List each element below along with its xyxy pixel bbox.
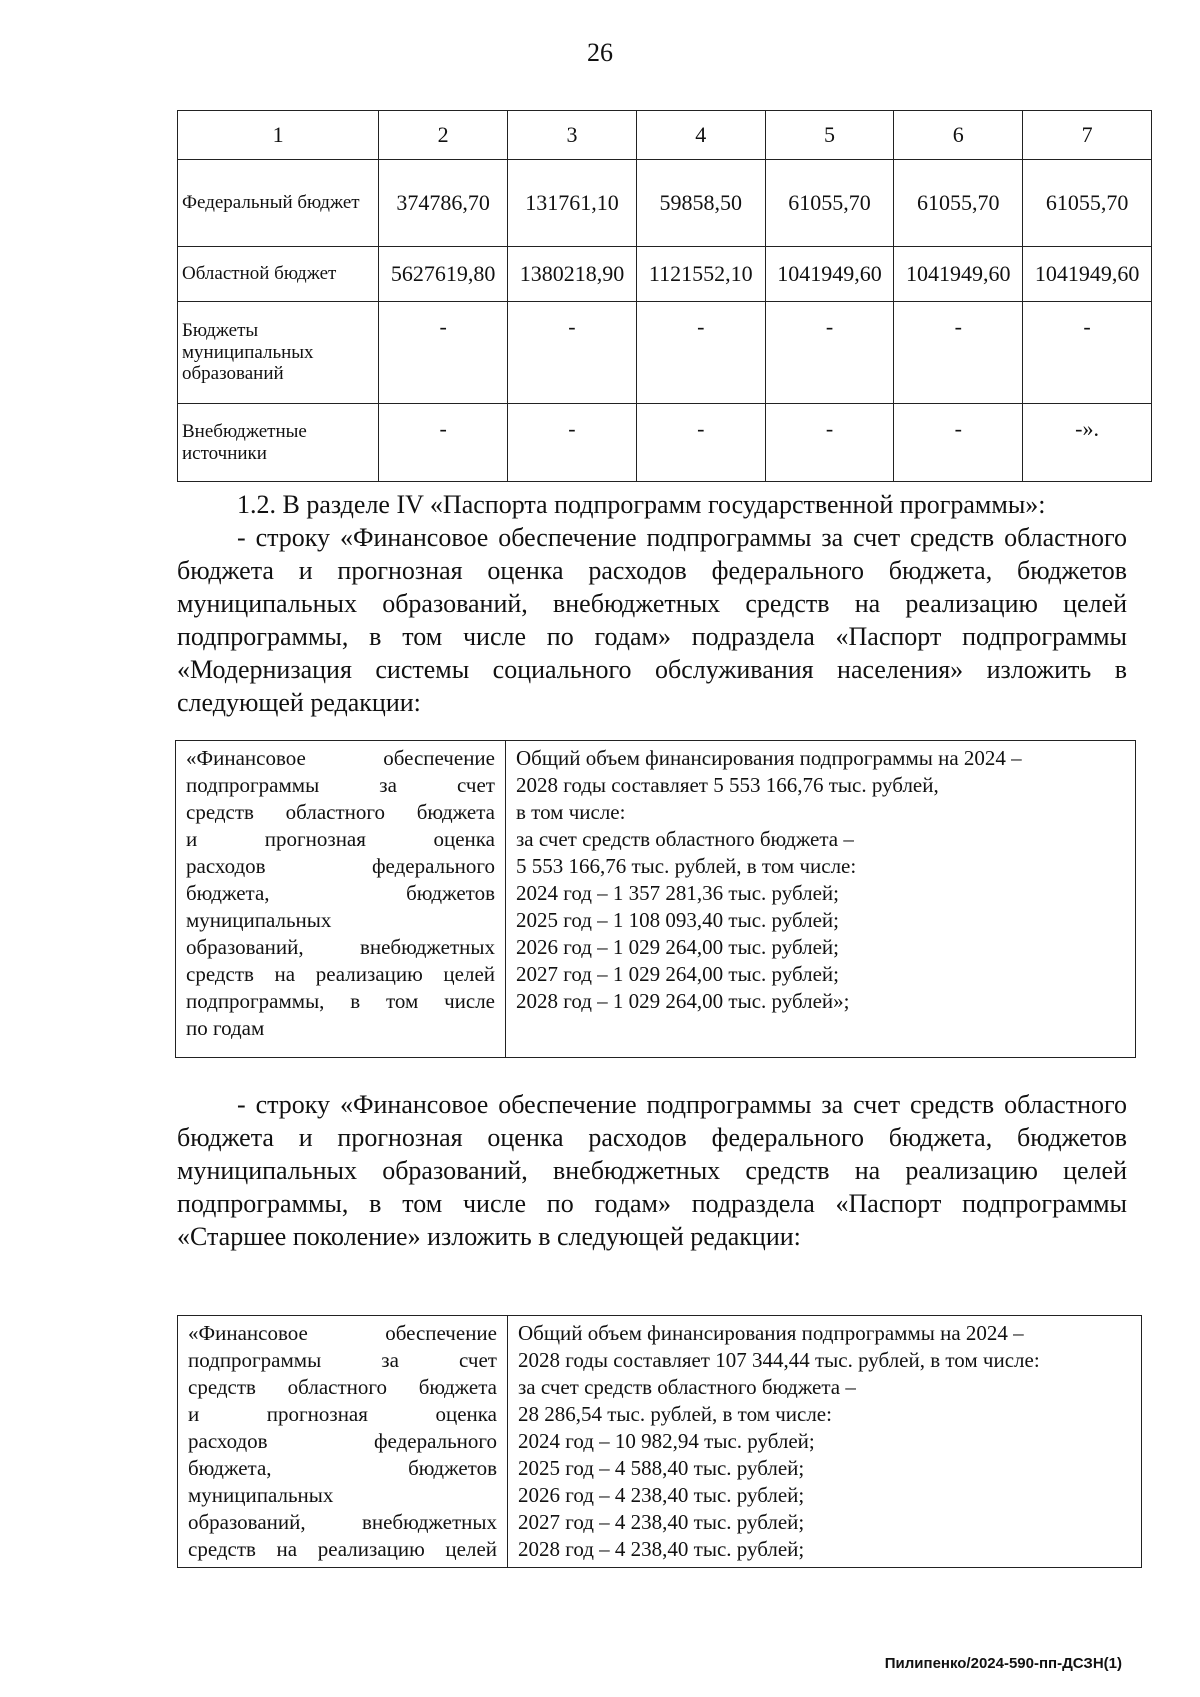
passport-2-label-line: средств областного бюджета	[188, 1375, 497, 1399]
table-cell: -	[508, 302, 637, 404]
passport-2-label-line: расходов федерального	[188, 1429, 497, 1453]
table-cell: -	[636, 302, 765, 404]
row-label: Федеральный бюджет	[178, 160, 379, 247]
passport-2-label-line: средств на реализацию целей	[188, 1537, 497, 1561]
table-cell: 1041949,60	[1023, 247, 1152, 302]
table-row	[178, 302, 1152, 404]
table-row	[178, 160, 1152, 247]
passport-2-value-line: 2025 год – 4 588,40 тыс. рублей;	[518, 1456, 805, 1480]
table-cell: 61055,70	[1023, 160, 1152, 247]
column-header: 1	[178, 111, 379, 160]
table-row	[176, 741, 1136, 1058]
column-header: 2	[379, 111, 508, 160]
document-footer-id: Пилипенко/2024-590-пп-ДСЗН(1)	[884, 1655, 1122, 1672]
table-cell: -	[379, 302, 508, 404]
table-cell: -	[508, 404, 637, 482]
table-cell: -	[636, 404, 765, 482]
passport-2-value-line: 2026 год – 4 238,40 тыс. рублей;	[518, 1483, 805, 1507]
paragraph-1: - строку «Финансовое обеспечение подпрограммы за счет средств областного бюджета и прогнозная оценка расходов федерального бюджета, бюджетов муниципальных образований, внебюджетных средств на реализацию целей подпрограммы, в том числе по годам» подраздела «Паспорт подпрограммы «Модернизация системы социального обслуживания населения» изложить в следующей редакции:	[177, 523, 1127, 717]
passport-1-label-line: по годам	[186, 1016, 265, 1040]
table-row	[178, 1316, 1142, 1568]
column-header: 5	[765, 111, 894, 160]
passport-1-label-line: средств на реализацию целей	[186, 962, 495, 986]
finance-table	[177, 110, 1152, 482]
passport-1-value-line: 5 553 166,76 тыс. рублей, в том числе:	[516, 854, 857, 878]
row-label: Областной бюджет	[178, 247, 379, 302]
passport-2-value-line: 2028 годы составляет 107 344,44 тыс. рублей, в том числе:	[518, 1348, 1040, 1372]
table-cell: 61055,70	[894, 160, 1023, 247]
section-text-1	[177, 488, 1127, 719]
row-label: Бюджеты муниципальных образований	[178, 302, 379, 404]
table-cell: 1041949,60	[894, 247, 1023, 302]
passport-2-value-line: 28 286,54 тыс. рублей, в том числе:	[518, 1402, 832, 1426]
passport-2-value-line: за счет средств областного бюджета –	[518, 1375, 856, 1399]
passport-1-label-line: подпрограммы за счет	[186, 773, 495, 797]
passport-2-value-line: 2024 год – 10 982,94 тыс. рублей;	[518, 1429, 815, 1453]
section-text-2	[177, 1088, 1127, 1253]
passport-1-value-line: 2027 год – 1 029 264,00 тыс. рублей;	[516, 962, 840, 986]
passport-table-2	[177, 1315, 1142, 1568]
passport-2-value-line: 2027 год – 4 238,40 тыс. рублей;	[518, 1510, 805, 1534]
table-cell: 131761,10	[508, 160, 637, 247]
table-cell: 1380218,90	[508, 247, 637, 302]
passport-1-label-line: муниципальных	[186, 908, 332, 932]
passport-1-label-line: бюджета, бюджетов	[186, 881, 495, 905]
passport-1-value-line: 2025 год – 1 108 093,40 тыс. рублей;	[516, 908, 840, 932]
table-row	[178, 404, 1152, 482]
passport-2-value-cell	[508, 1316, 1142, 1568]
table-cell: -	[894, 404, 1023, 482]
passport-2-label-line: образований, внебюджетных	[188, 1510, 497, 1534]
table-cell: 1041949,60	[765, 247, 894, 302]
table-cell: -	[1023, 302, 1152, 404]
column-header: 4	[636, 111, 765, 160]
column-header: 3	[508, 111, 637, 160]
passport-2-label-line: «Финансовое обеспечение	[188, 1321, 497, 1345]
passport-2-label-line: подпрограммы за счет	[188, 1348, 497, 1372]
passport-1-value-cell	[506, 741, 1136, 1058]
table-cell: -	[765, 404, 894, 482]
column-header: 6	[894, 111, 1023, 160]
passport-2-label-line: и прогнозная оценка	[188, 1402, 497, 1426]
table-cell: 374786,70	[379, 160, 508, 247]
table-header-row	[178, 111, 1152, 160]
table-row	[178, 247, 1152, 302]
passport-2-label-cell	[178, 1316, 508, 1568]
table-cell: 59858,50	[636, 160, 765, 247]
passport-2-value-line: 2028 год – 4 238,40 тыс. рублей;	[518, 1537, 805, 1561]
passport-1-value-line: 2028 годы составляет 5 553 166,76 тыс. рублей,	[516, 773, 939, 797]
passport-1-label-line: образований, внебюджетных	[186, 935, 495, 959]
passport-table-1	[175, 740, 1136, 1058]
passport-1-value-line: 2024 год – 1 357 281,36 тыс. рублей;	[516, 881, 840, 905]
row-label: Внебюджетные источники	[178, 404, 379, 482]
passport-1-value-line: 2026 год – 1 029 264,00 тыс. рублей;	[516, 935, 840, 959]
table-cell: -	[894, 302, 1023, 404]
table-cell: 61055,70	[765, 160, 894, 247]
passport-1-label-line: и прогнозная оценка	[186, 827, 495, 851]
table-cell: 5627619,80	[379, 247, 508, 302]
section-heading: 1.2. В разделе IV «Паспорта подпрограмм государственной программы»:	[237, 490, 1046, 519]
passport-1-label-cell	[176, 741, 506, 1058]
passport-1-value-line: за счет средств областного бюджета –	[516, 827, 854, 851]
column-header: 7	[1023, 111, 1152, 160]
passport-1-label-line: расходов федерального	[186, 854, 495, 878]
passport-1-label-line: средств областного бюджета	[186, 800, 495, 824]
table-cell: -	[379, 404, 508, 482]
passport-1-label-line: «Финансовое обеспечение	[186, 746, 495, 770]
passport-1-label-line: подпрограммы, в том числе	[186, 989, 495, 1013]
passport-1-value-line: 2028 год – 1 029 264,00 тыс. рублей»;	[516, 989, 850, 1013]
table-cell: -».	[1023, 404, 1152, 482]
passport-2-label-line: бюджета, бюджетов	[188, 1456, 497, 1480]
passport-2-value-line: Общий объем финансирования подпрограммы на 2024 –	[518, 1321, 1024, 1345]
page-number: 26	[587, 38, 613, 67]
table-cell: 1121552,10	[636, 247, 765, 302]
passport-1-value-line: Общий объем финансирования подпрограммы на 2024 –	[516, 746, 1022, 770]
paragraph-2: - строку «Финансовое обеспечение подпрограммы за счет средств областного бюджета и прогнозная оценка расходов федерального бюджета, бюджетов муниципальных образований, внебюджетных средств на реализацию целей подпрограммы, в том числе по годам» подраздела «Паспорт подпрограммы «Старшее поколение» изложить в следующей редакции:	[177, 1090, 1127, 1251]
passport-2-label-line: муниципальных	[188, 1483, 334, 1507]
passport-1-value-line: в том числе:	[516, 800, 626, 824]
table-cell: -	[765, 302, 894, 404]
